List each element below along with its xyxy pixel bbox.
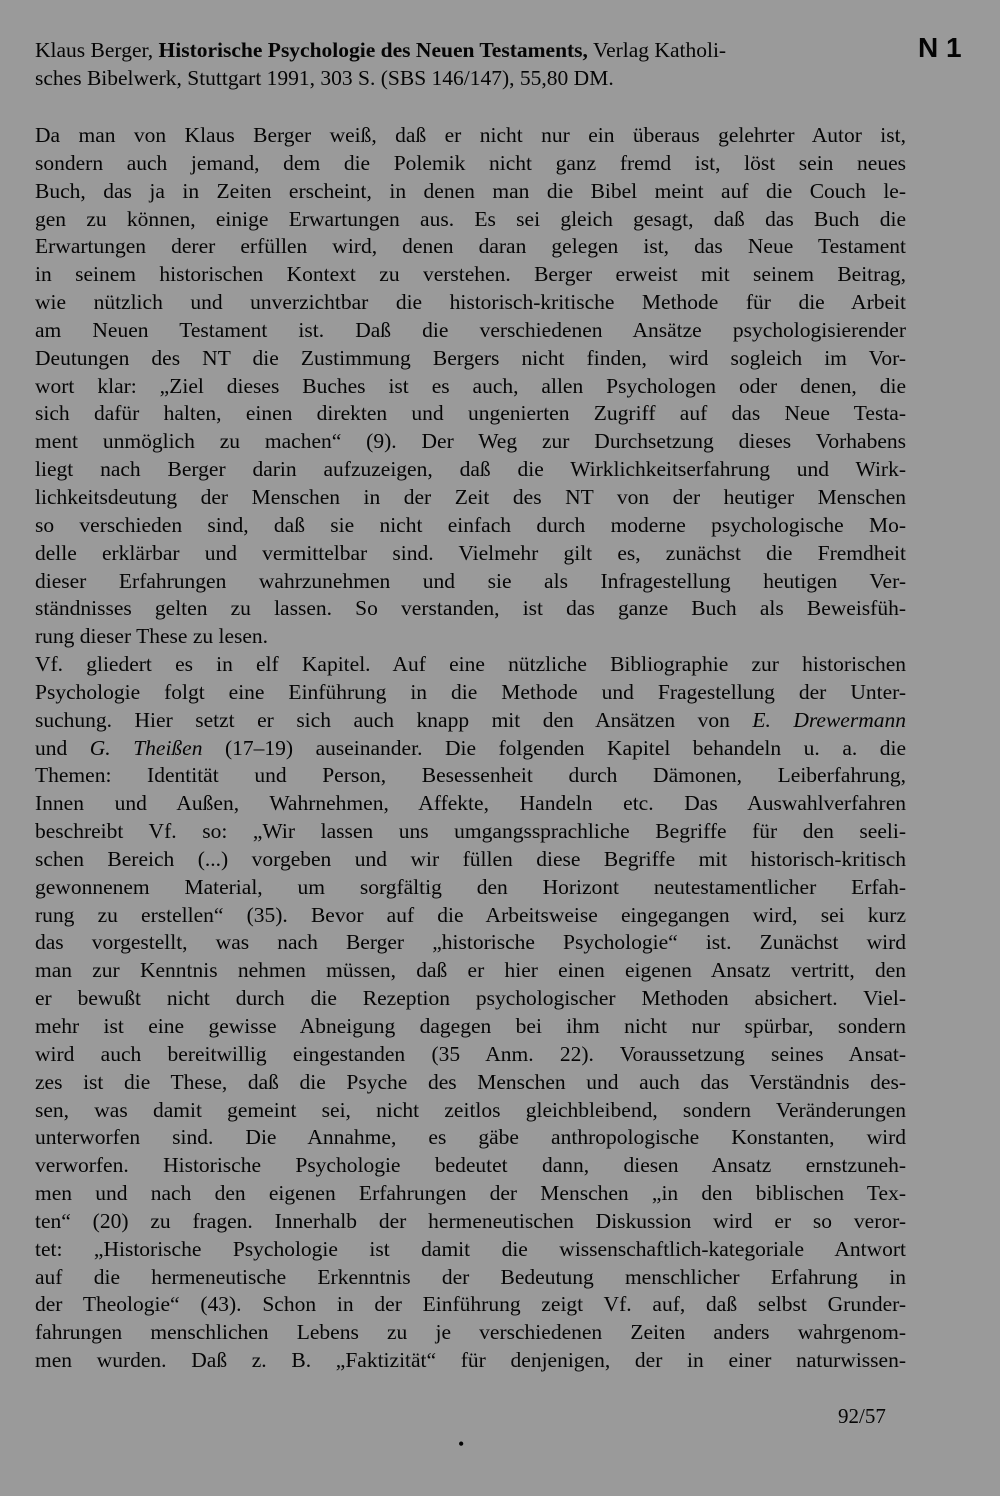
text-line-with-name: [35, 707, 906, 735]
text-line: am Neuen Testament ist. Daß die verschiedenen Ansätze psychologisierender: [35, 317, 906, 342]
header-book-title: Historische Psychologie des Neuen Testaments,: [158, 38, 588, 62]
text-line: rung zu erstellen“ (35). Bevor auf die Arbeitsweise eingegangen wird, sei kurz: [35, 902, 906, 927]
text-line: sich dafür halten, einen direkten und ungenierten Zugriff auf das Neue Testa-: [35, 401, 906, 426]
text-line: Vf. gliedert es in elf Kapitel. Auf eine nützliche Bibliographie zur historischen: [35, 652, 906, 677]
text-line: liegt nach Berger darin aufzuzeigen, daß die Wirklichkeitserfahrung und Wirk-: [35, 457, 906, 482]
text-line: delle erklärbar und vermittelbar sind. Vielmehr gilt es, zunächst die Fremdheit: [35, 540, 906, 565]
text-line: auf die hermeneutische Erkenntnis der Bedeutung menschlicher Erfahrung in: [35, 1264, 906, 1289]
text-line: rung dieser These zu lesen.: [35, 624, 269, 649]
text-line: wird auch bereitwillig eingestanden (35 Anm. 22). Voraussetzung seines Ansat-: [35, 1041, 906, 1066]
text-line: ständnisses gelten zu lassen. So verstanden, ist das ganze Buch als Beweisfüh-: [35, 596, 906, 621]
text-line: dieser Erfahrungen wahrzunehmen und sie als Infragestellung heutigen Ver-: [35, 568, 906, 593]
text-line: wort klar: „Ziel dieses Buches ist es auch, allen Psychologen oder denen, die: [35, 373, 906, 398]
text-line: gewonnenem Material, um sorgfältig den Horizont neutestamentlicher Erfah-: [35, 874, 906, 899]
text-line: zes ist die These, daß die Psyche des Menschen und auch das Verständnis des-: [35, 1069, 906, 1094]
bibliographic-header: [35, 36, 907, 92]
text-line: das vorgestellt, was nach Berger „historische Psychologie“ ist. Zunächst wird: [35, 930, 906, 955]
text-line: men wurden. Daß z. B. „Faktizität“ für denjenigen, der in einer naturwissen-: [35, 1348, 906, 1373]
text-line: beschreibt Vf. so: „Wir lassen uns umgangssprachliche Begriffe für den seeli-: [35, 819, 906, 844]
text-line: in seinem historischen Kontext zu verstehen. Berger erweist mit seinem Beitrag,: [35, 262, 906, 287]
text-line: schen Bereich (...) vorgeben und wir füllen diese Begriffe mit historisch-kritisch: [35, 846, 906, 871]
text-line: Psychologie folgt eine Einführung in die Methode und Fragestellung der Unter-: [35, 679, 906, 704]
text-line: er bewußt nicht durch die Rezeption psychologischer Methoden absichert. Viel-: [35, 986, 906, 1011]
text-line: Themen: Identität und Person, Besessenheit durch Dämonen, Leiberfahrung,: [35, 763, 906, 788]
text-line: mehr ist eine gewisse Abneigung dagegen bei ihm nicht nur spürbar, sondern: [35, 1014, 906, 1038]
text-line: fahrungen menschlichen Lebens zu je verschiedenen Zeiten anders wahrgenom-: [35, 1320, 906, 1345]
footer-mark: •: [458, 1434, 465, 1454]
text-line: Erwartungen derer erfüllen wird, denen daran gelegen ist, das Neue Testament: [35, 234, 906, 259]
header-publisher: Verlag Katholi-: [592, 38, 727, 62]
author-name-theissen: G. Theißen: [89, 735, 203, 760]
text-line: Innen und Außen, Wahrnehmen, Affekte, Handeln etc. Das Auswahlverfahren: [35, 791, 906, 816]
text-line: sondern auch jemand, dem die Polemik nicht ganz fremd ist, löst sein neues: [35, 150, 906, 175]
review-body: [35, 122, 906, 1375]
text-line-with-name: [35, 735, 906, 763]
page-number: 92/57: [838, 1404, 886, 1428]
text-line: der Theologie“ (43). Schon in der Einführung zeigt Vf. auf, daß selbst Grunder-: [35, 1292, 906, 1317]
text-segment: und: [35, 735, 68, 760]
text-line: wie nützlich und unverzichtbar die historisch-kritische Methode für die Arbeit: [35, 290, 906, 315]
text-line: sen, was damit gemeint sei, nicht zeitlos gleichbleibend, sondern Veränderungen: [35, 1097, 906, 1122]
text-line: verworfen. Historische Psychologie bedeutet dann, diesen Ansatz ernstzuneh-: [35, 1153, 906, 1178]
text-line: tet: „Historische Psychologie ist damit die wissenschaftlich-kategoriale Antwort: [35, 1236, 906, 1261]
text-line: man zur Kenntnis nehmen müssen, daß er hier einen eigenen Ansatz vertritt, den: [35, 958, 906, 983]
text-line: Buch, das ja in Zeiten erscheint, in denen man die Bibel meint auf die Couch le-: [35, 178, 906, 203]
text-line: so verschieden sind, daß sie nicht einfach durch moderne psychologische Mo-: [35, 512, 906, 537]
text-segment: suchung. Hier setzt er sich auch knapp mit den Ansätzen von: [35, 707, 730, 732]
text-line: Deutungen des NT die Zustimmung Bergers nicht finden, wird sogleich im Vor-: [35, 345, 906, 370]
author-name-drewermann: E. Drewermann: [752, 707, 906, 732]
text-line: gen zu können, einige Erwartungen aus. Es sei gleich gesagt, daß das Buch die: [35, 206, 906, 231]
text-line: men und nach den eigenen Erfahrungen der Menschen „in den biblischen Tex-: [35, 1181, 906, 1206]
text-line: ten“ (20) zu fragen. Innerhalb der hermeneutischen Diskussion wird er so veror-: [35, 1208, 906, 1233]
header-publication-details: sches Bibelwerk, Stuttgart 1991, 303 S. (SBS 146/147), 55,80 DM.: [35, 66, 614, 90]
text-segment: (17–19) auseinander. Die folgenden Kapitel behandeln u. a. die: [225, 735, 907, 760]
header-author: Klaus Berger,: [35, 38, 154, 62]
text-line: lichkeitsdeutung der Menschen in der Zeit des NT von der heutiger Menschen: [35, 484, 906, 509]
section-label: N 1: [918, 32, 962, 63]
text-line: unterworfen sind. Die Annahme, es gäbe anthropologische Konstanten, wird: [35, 1125, 906, 1150]
text-line: ment unmöglich zu machen“ (9). Der Weg zur Durchsetzung dieses Vorhabens: [35, 429, 906, 454]
text-line: Da man von Klaus Berger weiß, daß er nicht nur ein überaus gelehrter Autor ist,: [35, 123, 906, 147]
